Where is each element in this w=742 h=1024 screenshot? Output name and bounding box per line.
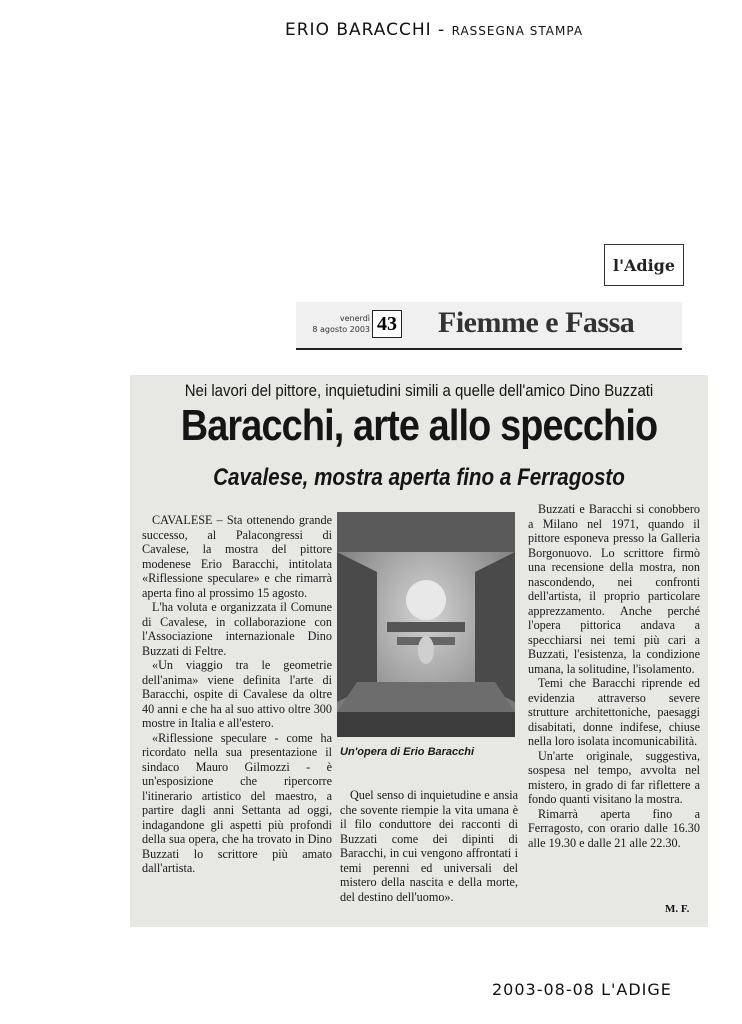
header-subtitle: RASSEGNA STAMPA	[451, 24, 584, 38]
paragraph: «Un viaggio tra le geometrie dell'anima» viene definita l'arte di Baracchi, ospite di Cavalese da oltre 40 anni e che ha al suo attivo oltre 300 mostre in Italia e all'estero.	[142, 658, 332, 730]
article-kicker: Nei lavori del pittore, inquietudini simili a quelle dell'amico Dino Buzzati	[184, 381, 654, 400]
paragraph: L'ha voluta e organizzata il Comune di Cavalese, in collaborazione con l'Associazione internazionale Dino Buzzati di Feltre.	[142, 600, 332, 658]
issue-date-text: 8 agosto 2003	[312, 325, 370, 334]
article-clipping	[130, 375, 708, 927]
author-signature: M. F.	[665, 903, 690, 915]
page-header	[285, 20, 583, 40]
paragraph: Rimarrà aperta fino a Ferragosto, con orario dalle 16.30 alle 19.30 e dalle 21 alle 22.30.	[528, 806, 700, 850]
page-footer: 2003-08-08 L'ADIGE	[492, 980, 672, 999]
paragraph: Temi che Baracchi riprende ed evidenzia attraverso severe strutture architettoniche, paesaggi disabitati, donne indifese, chiuse nella loro isolata incomunicabilità.	[528, 676, 700, 748]
article-column-2	[340, 788, 518, 904]
header-name: ERIO BARACCHI -	[285, 20, 446, 40]
paragraph: Quel senso di inquietudine e ansia che sovente riempie la vita umana è il filo conduttore dei racconti di Buzzati come dei dipinti di Baracchi, in cui vengono affrontati i temi perenni ed universali del mistero della nascita e della morte, del destino dell'uomo».	[340, 788, 518, 904]
issue-date	[304, 313, 370, 335]
article-subhead: Cavalese, mostra aperta fino a Ferragosto	[213, 464, 625, 491]
issue-day: venerdì	[339, 314, 370, 323]
section-masthead	[296, 302, 682, 350]
photo-caption: Un'opera di Erio Baracchi	[340, 746, 475, 758]
article-column-3	[528, 502, 700, 850]
article-column-1	[142, 513, 332, 876]
paragraph: Un'arte originale, suggestiva, sospesa nel tempo, avvolta nel mistero, in grado di far riflettere a fondo quanti visitano la mostra.	[528, 748, 700, 806]
newspaper-logo: l'Adige	[604, 244, 684, 286]
paragraph: «Riflessione speculare - come ha ricordato nella sua presentazione il sindaco Mauro Gilmozzi - è un'esposizione che ripercorre l'itinerario artistico del maestro, a partire dagli anni Settanta ad oggi, indagandone gli aspetti più profondi della sua opera, che ha trovato in Dino Buzzati lo scrittore più amato dall'artista.	[142, 730, 332, 875]
paragraph: CAVALESE – Sta ottenendo grande successo, al Palacongressi di Cavalese, la mostra del pittore modenese Erio Baracchi, intitolata «Riflessione speculare» e che rimarrà aperta fino al prossimo 15 agosto.	[142, 513, 332, 600]
artwork-photo	[337, 512, 515, 737]
section-title: Fiemme e Fassa	[438, 306, 635, 339]
article-headline: Baracchi, arte allo specchio	[180, 401, 658, 450]
artwork-illustration	[337, 512, 515, 737]
page-number: 43	[372, 310, 402, 338]
paragraph: Buzzati e Baracchi si conobbero a Milano nel 1971, quando il pittore esponeva presso la Galleria Borgonuovo. Lo scrittore firmò una recensione della mostra, non nascondendo, nei confronti dell'artista, il proprio particolare apprezzamento. Anche perché l'opera pittorica andava a specchiarsi nei temi più cari a Buzzati, l'esistenza, la condizione umana, la solitudine, l'isolamento.	[528, 502, 700, 676]
